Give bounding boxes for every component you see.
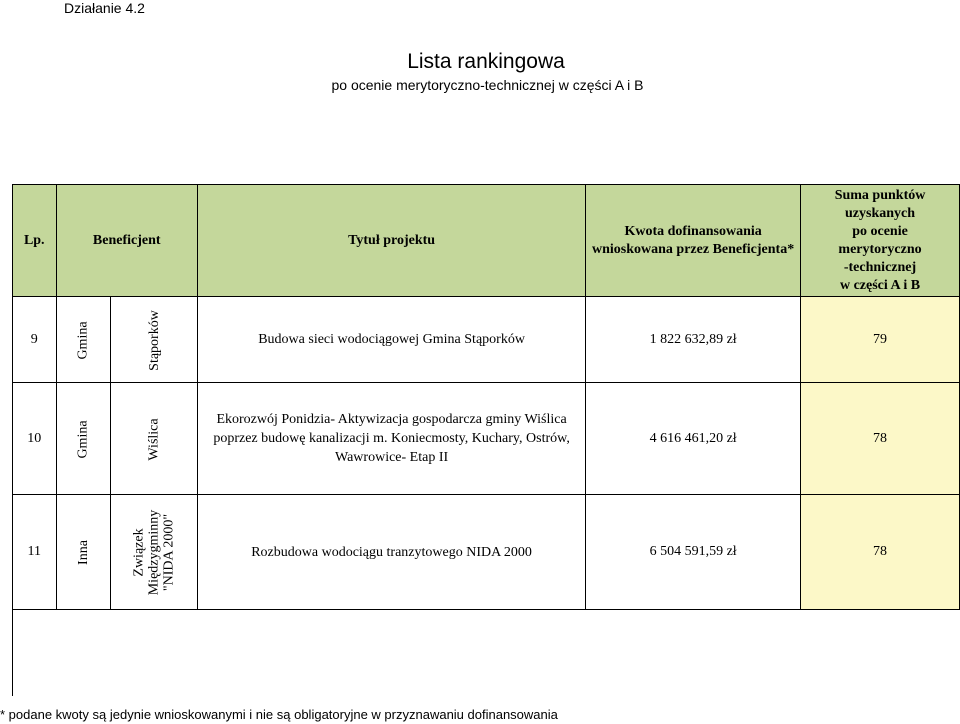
col-header-project-title: Tytuł projektu — [197, 185, 585, 297]
beneficiary-name-line2: Międzygminny — [146, 509, 162, 595]
row-project-title: Rozbudowa wodociągu tranzytowego NIDA 2000 — [197, 495, 585, 610]
col-header-points-line6: w części A i B — [839, 277, 921, 293]
table-header-row — [13, 185, 960, 297]
row-beneficiary-name — [111, 297, 198, 383]
row-lp: 9 — [13, 297, 57, 383]
col-header-amount-line2: wnioskowana przez Beneficjenta* — [592, 241, 795, 257]
col-header-points-line2: uzyskanych — [845, 205, 916, 221]
table-row — [13, 383, 960, 495]
row-amount: 4 616 461,20 zł — [586, 383, 801, 495]
ranking-table — [12, 184, 960, 610]
col-header-lp: Lp. — [13, 185, 57, 297]
row-lp: 10 — [13, 383, 57, 495]
row-project-title: Ekorozwój Ponidzia- Aktywizacja gospodarcza gminy Wiślica poprzez budowę kanalizacji m. Koniecmosty, Kuchary, Ostrów, Wawrowice- Etap II — [197, 383, 585, 495]
col-header-points — [801, 185, 960, 297]
action-label: Działanie 4.2 — [64, 0, 145, 16]
row-project-title: Budowa sieci wodociągowej Gmina Stąporków — [197, 297, 585, 383]
beneficiary-name-text: Wiślica — [146, 417, 162, 461]
table-empty-area — [12, 608, 960, 696]
row-beneficiary-type — [56, 383, 111, 495]
beneficiary-type-text: Gmina — [75, 419, 91, 459]
row-points: 79 — [801, 297, 960, 383]
row-beneficiary-type — [56, 495, 111, 610]
table-row — [13, 297, 960, 383]
row-lp: 11 — [13, 495, 57, 610]
col-header-beneficiary: Beneficjent — [56, 185, 197, 297]
beneficiary-type-text: Gmina — [75, 320, 91, 360]
col-header-amount — [586, 185, 801, 297]
footnote: * podane kwoty są jedynie wnioskowanymi i nie są obligatoryjne w przyznawaniu dofinansowania — [0, 707, 558, 722]
row-points: 78 — [801, 495, 960, 610]
row-points: 78 — [801, 383, 960, 495]
row-amount: 6 504 591,59 zł — [586, 495, 801, 610]
beneficiary-type-text: Inna — [75, 540, 91, 565]
row-beneficiary-name — [111, 383, 198, 495]
col-header-amount-line1: Kwota dofinansowania — [624, 223, 762, 239]
col-header-points-line1: Suma punktów — [834, 187, 926, 203]
row-beneficiary-name — [111, 495, 198, 610]
col-header-points-line3: po ocenie — [852, 223, 908, 239]
beneficiary-name-line1: Związek — [131, 527, 147, 577]
row-amount: 1 822 632,89 zł — [586, 297, 801, 383]
beneficiary-name-text: Stąporków — [146, 309, 162, 371]
beneficiary-name-text — [132, 509, 177, 595]
row-beneficiary-type — [56, 297, 111, 383]
page-title: Lista rankingowa — [407, 50, 565, 73]
page-subtitle: po ocenie merytoryczno-technicznej w części A i B — [331, 77, 644, 93]
col-header-points-line5: -technicznej — [843, 259, 917, 275]
col-header-points-line4: merytoryczno — [838, 241, 922, 257]
beneficiary-name-line3: "NIDA 2000" — [161, 513, 177, 591]
table-row — [13, 495, 960, 610]
